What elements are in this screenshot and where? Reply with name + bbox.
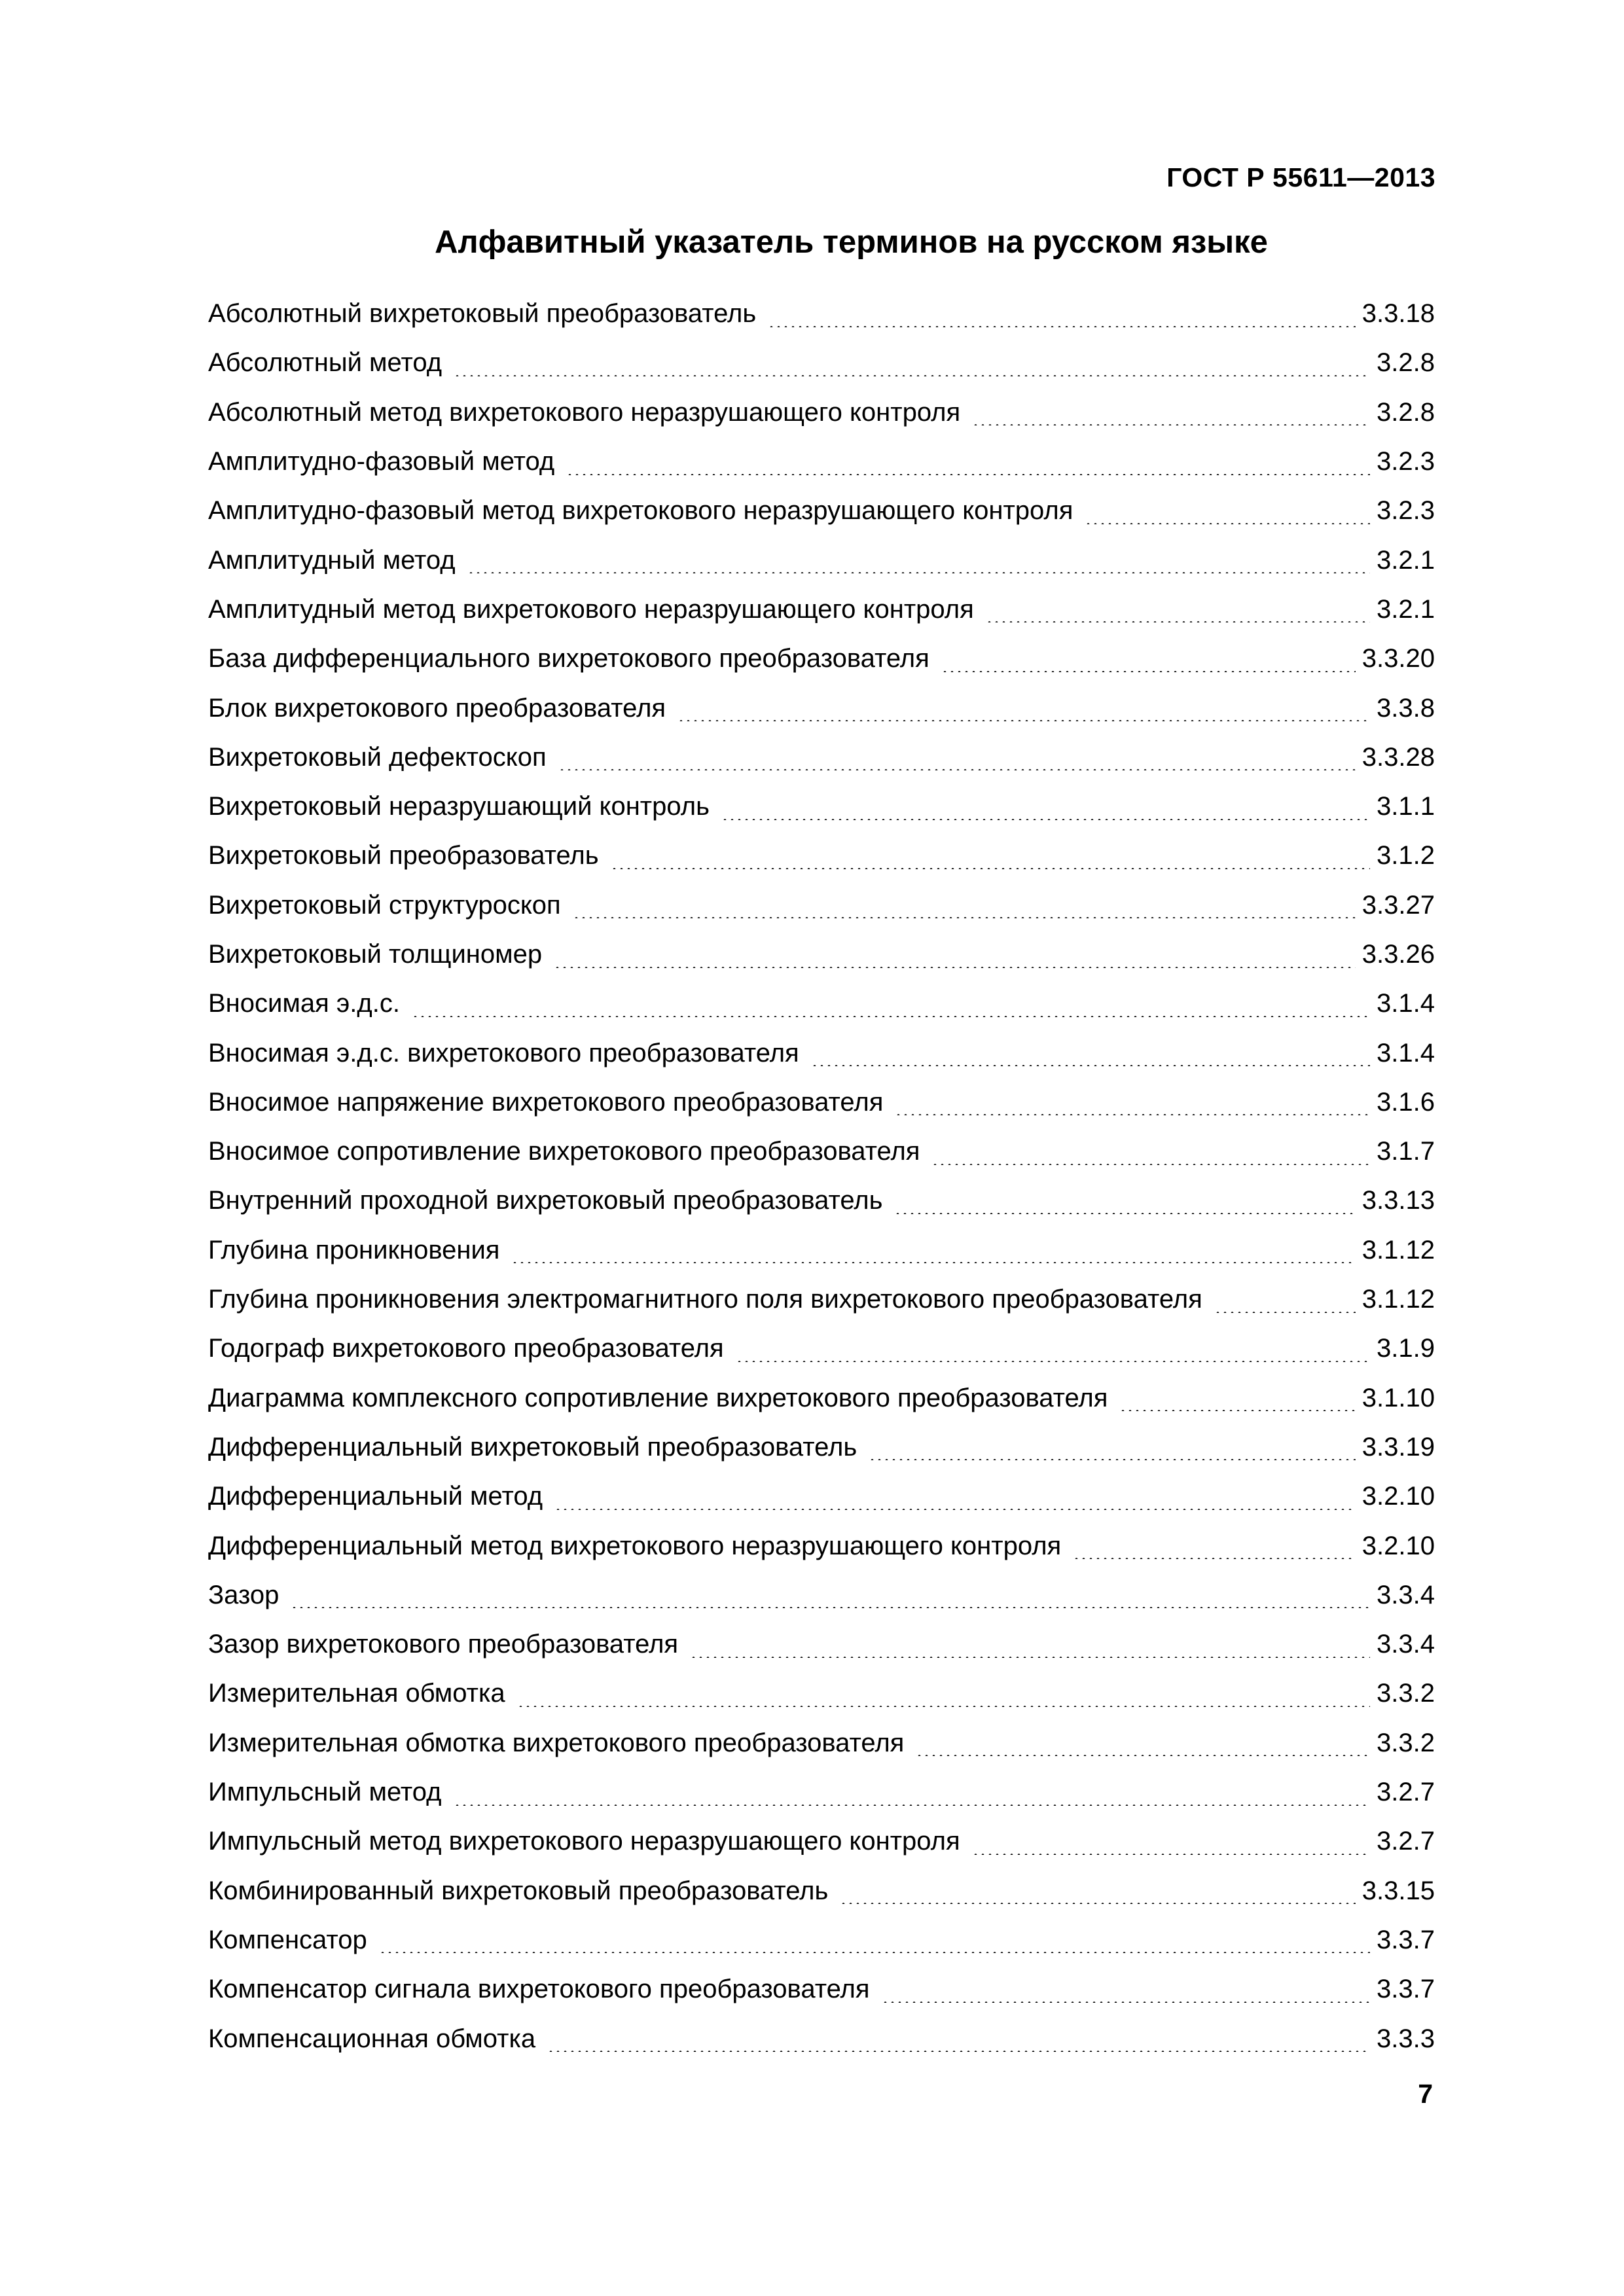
index-entry [208,388,1435,437]
dot-leader [736,1336,1370,1362]
document-code: ГОСТ Р 55611—2013 [1166,162,1435,192]
index-term: Дифференциальный вихретоковый преобразователь [208,1432,857,1462]
index-section-ref: 3.2.8 [1377,348,1435,378]
dot-leader [1214,1287,1356,1313]
dot-leader [972,1829,1370,1855]
index-entry [208,634,1435,683]
index-section-ref: 3.2.7 [1377,1778,1435,1807]
index-section-ref: 3.2.7 [1377,1827,1435,1856]
index-section-ref: 3.3.20 [1362,644,1435,673]
index-term: Комбинированный вихретоковый преобразователь [208,1876,829,1905]
index-section-ref: 3.3.3 [1377,2024,1435,2053]
index-term: Диаграмма комплексного сопротивление вихретокового преобразователя [208,1383,1108,1412]
index-entry [208,1078,1435,1127]
dot-leader [895,1089,1370,1115]
term-index-list [208,289,1435,2064]
index-section-ref: 3.1.7 [1377,1137,1435,1166]
index-term: Годограф вихретокового преобразователя [208,1334,724,1363]
index-section-ref: 3.3.27 [1362,890,1435,920]
index-term: Абсолютный метод вихретокового неразрушающего контроля [208,397,961,427]
dot-leader [511,1237,1355,1263]
index-section-ref: 3.2.1 [1377,545,1435,575]
index-section-ref: 3.1.6 [1377,1087,1435,1117]
dot-leader [454,350,1370,376]
index-section-ref: 3.1.12 [1362,1285,1435,1314]
index-entry [208,289,1435,338]
dot-leader [1073,1533,1356,1559]
index-section-ref: 3.3.13 [1362,1186,1435,1215]
dot-leader [566,449,1370,475]
index-term: Зазор [208,1580,280,1609]
index-term: Измерительная обмотка вихретокового преобразователя [208,1728,905,1757]
index-section-ref: 3.3.28 [1362,742,1435,772]
index-entry [208,1965,1435,2014]
index-entry [208,831,1435,880]
index-entry [208,1817,1435,1866]
index-section-ref: 3.1.4 [1377,1038,1435,1067]
index-section-ref: 3.3.19 [1362,1432,1435,1462]
index-section-ref: 3.3.4 [1377,1630,1435,1659]
index-term: Компенсатор сигнала вихретокового преобразователя [208,1975,870,2004]
index-section-ref: 3.2.10 [1362,1531,1435,1560]
index-entry [208,683,1435,732]
index-entry [208,881,1435,930]
index-entry [208,1669,1435,1718]
index-entry [208,486,1435,535]
index-term: Амплитудно-фазовый метод вихретокового неразрушающего контроля [208,496,1074,526]
index-entry [208,1127,1435,1176]
dot-leader [916,1730,1370,1756]
index-entry [208,979,1435,1028]
index-entry [208,1521,1435,1570]
dot-leader [690,1632,1370,1658]
index-term: Дифференциальный метод [208,1482,543,1511]
dot-leader [454,1780,1371,1806]
index-section-ref: 3.1.2 [1377,841,1435,870]
index-section-ref: 3.3.8 [1377,693,1435,723]
dot-leader [1119,1385,1355,1411]
index-term: Вихретоковый дефектоскоп [208,742,547,772]
index-entry [208,782,1435,831]
index-entry [208,585,1435,634]
dot-leader [379,1927,1370,1953]
index-term: Вносимая э.д.с. вихретокового преобразователя [208,1038,799,1067]
index-term: Глубина проникновения [208,1235,500,1265]
index-term: Амплитудно-фазовый метод [208,447,555,476]
index-entry [208,1472,1435,1521]
dot-leader [291,1582,1370,1608]
dot-leader [554,1484,1356,1510]
index-entry [208,1719,1435,1768]
index-term: Измерительная обмотка [208,1679,505,1708]
dot-leader [412,991,1370,1017]
page-number: 7 [1418,2079,1433,2109]
index-term: Компенсатор [208,1925,367,1954]
index-entry [208,1916,1435,1965]
index-section-ref: 3.1.12 [1362,1235,1435,1265]
index-term: Абсолютный вихретоковый преобразователь [208,299,757,329]
index-term: Глубина проникновения электромагнитного поля вихретокового преобразователя [208,1285,1202,1314]
dot-leader [931,1139,1370,1165]
dot-leader [611,843,1370,869]
dot-leader [768,301,1356,327]
index-term: Импульсный метод [208,1778,442,1807]
index-entry [208,1028,1435,1077]
dot-leader [558,744,1356,770]
dot-leader [517,1681,1370,1707]
index-entry [208,1768,1435,1817]
index-section-ref: 3.3.15 [1362,1876,1435,1905]
index-section-ref: 3.2.8 [1377,397,1435,427]
index-section-ref: 3.2.1 [1377,594,1435,624]
index-section-ref: 3.3.7 [1377,1925,1435,1954]
index-entry [208,1620,1435,1669]
index-entry [208,1867,1435,1916]
index-entry [208,1423,1435,1472]
index-term: Амплитудный метод [208,545,456,575]
dot-leader [721,794,1370,820]
page-title: Алфавитный указатель терминов на русском языке [435,224,1268,260]
dot-leader [882,1977,1371,2003]
index-entry [208,535,1435,584]
dot-leader [677,695,1370,721]
index-entry [208,1176,1435,1225]
index-term: Амплитудный метод вихретокового неразрушающего контроля [208,594,974,624]
index-entry [208,1571,1435,1620]
index-term: Вносимое сопротивление вихретокового преобразователя [208,1137,920,1166]
index-section-ref: 3.3.2 [1377,1728,1435,1757]
index-term: Вихретоковый преобразователь [208,841,599,870]
index-section-ref: 3.2.3 [1377,447,1435,476]
dot-leader [941,646,1356,672]
index-entry [208,338,1435,387]
index-section-ref: 3.2.3 [1377,496,1435,526]
index-section-ref: 3.1.10 [1362,1383,1435,1412]
index-term: Вихретоковый неразрушающий контроль [208,792,710,821]
dot-leader [547,2026,1370,2052]
index-term: Зазор вихретокового преобразователя [208,1630,679,1659]
index-section-ref: 3.3.26 [1362,940,1435,969]
index-term: Импульсный метод вихретокового неразрушающего контроля [208,1827,960,1856]
dot-leader [554,942,1356,968]
index-section-ref: 3.1.9 [1377,1334,1435,1363]
index-term: Дифференциальный метод вихретокового неразрушающего контроля [208,1531,1062,1560]
index-entry [208,1374,1435,1423]
index-term: Компенсационная обмотка [208,2024,536,2053]
dot-leader [840,1878,1355,1904]
dot-leader [573,892,1356,918]
index-term: Внутренний проходной вихретоковый преобразователь [208,1186,883,1215]
index-section-ref: 3.3.4 [1377,1580,1435,1609]
dot-leader [894,1188,1355,1214]
index-entry [208,733,1435,782]
index-term: Вихретоковый структуроскоп [208,890,561,920]
index-entry [208,437,1435,486]
index-entry [208,930,1435,979]
index-term: Вносимая э.д.с. [208,989,400,1018]
index-term: Вихретоковый толщиномер [208,940,543,969]
index-section-ref: 3.1.1 [1377,792,1435,821]
index-section-ref: 3.3.18 [1362,299,1435,329]
index-section-ref: 3.3.2 [1377,1679,1435,1708]
index-term: Абсолютный метод [208,348,442,378]
index-section-ref: 3.3.7 [1377,1975,1435,2004]
index-section-ref: 3.2.10 [1362,1482,1435,1511]
dot-leader [972,399,1370,425]
dot-leader [811,1040,1370,1066]
index-entry [208,1324,1435,1373]
index-entry [208,2014,1435,2063]
dot-leader [869,1434,1356,1460]
dot-leader [1085,498,1370,524]
index-term: База дифференциального вихретокового преобразователя [208,644,929,673]
dot-leader [986,596,1370,622]
index-section-ref: 3.1.4 [1377,989,1435,1018]
index-term: Вносимое напряжение вихретокового преобразователя [208,1087,884,1117]
dot-leader [467,547,1370,573]
index-term: Блок вихретокового преобразователя [208,693,666,723]
index-entry [208,1275,1435,1324]
index-entry [208,1226,1435,1275]
